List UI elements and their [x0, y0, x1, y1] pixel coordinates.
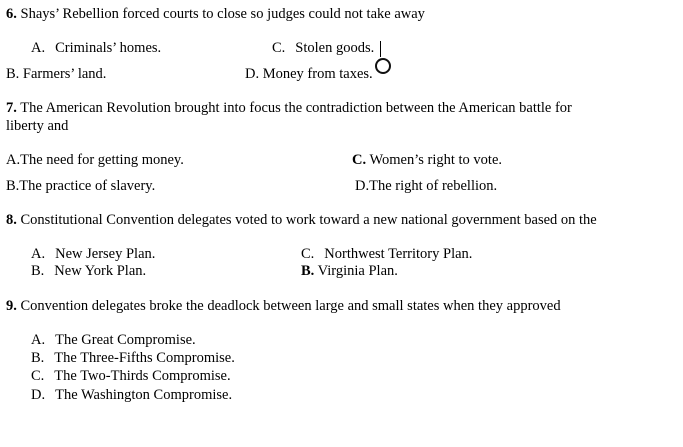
question-text: Convention delegates broke the deadlock between large and small states when they approved — [16, 298, 561, 314]
option-text: The Great Compromise. — [55, 332, 196, 348]
question-7-stem — [6, 100, 572, 117]
question-6-option-c[interactable] — [272, 40, 374, 57]
mouse-cursor-icon — [375, 58, 391, 74]
question-6-option-d[interactable] — [245, 66, 373, 83]
question-text: Constitutional Convention delegates voted to work toward a new national government based on the — [16, 212, 597, 228]
option-letter: A. — [31, 246, 46, 262]
option-text: B. Farmers’ land. — [6, 66, 107, 82]
question-8-option-b[interactable] — [31, 263, 146, 280]
question-9-option-c[interactable] — [31, 368, 231, 385]
question-8-option-c[interactable] — [301, 246, 472, 263]
option-text: New York Plan. — [54, 263, 147, 279]
question-7-stem-continued — [6, 118, 68, 135]
option-letter: A. — [31, 332, 46, 348]
question-7-option-c[interactable] — [352, 152, 502, 169]
question-7-option-b[interactable] — [6, 178, 155, 195]
option-text: The Two-Thirds Compromise. — [54, 368, 231, 384]
question-7-option-d[interactable] — [355, 178, 497, 195]
option-letter: C. — [272, 40, 286, 56]
option-letter: B. — [31, 350, 45, 366]
option-letter: C. — [352, 152, 367, 168]
option-letter: A. — [31, 40, 46, 56]
option-letter: C. — [31, 368, 45, 384]
option-letter: D. — [31, 387, 46, 403]
question-9-stem — [6, 298, 561, 315]
question-6-option-b[interactable] — [6, 66, 106, 83]
question-9-option-d[interactable] — [31, 387, 232, 404]
question-6-option-a[interactable] — [31, 40, 161, 57]
question-text: The American Revolution brought into focus the contradiction between the American battle for — [16, 100, 572, 116]
option-text: A.The need for getting money. — [6, 152, 184, 168]
option-text: Criminals’ homes. — [55, 40, 162, 56]
option-text: Stolen goods. — [295, 40, 375, 56]
option-text: New Jersey Plan. — [55, 246, 156, 262]
question-8-option-d[interactable] — [301, 263, 398, 280]
option-text: Virginia Plan. — [314, 263, 398, 279]
question-7-option-a[interactable] — [6, 152, 184, 169]
question-6-stem — [6, 6, 425, 23]
option-text: Women’s right to vote. — [366, 152, 503, 168]
question-number: 9. — [6, 298, 17, 314]
question-9-option-b[interactable] — [31, 350, 235, 367]
question-number: 8. — [6, 212, 17, 228]
question-number: 6. — [6, 6, 17, 22]
question-8-stem — [6, 212, 597, 229]
option-text: B.The practice of slavery. — [6, 178, 156, 194]
option-letter: B. — [301, 263, 315, 279]
option-letter: C. — [301, 246, 315, 262]
option-text: The Three-Fifths Compromise. — [54, 350, 235, 366]
question-number: 7. — [6, 100, 17, 116]
option-text: D.The right of rebellion. — [355, 178, 498, 194]
question-text: liberty and — [6, 118, 69, 134]
question-9-option-a[interactable] — [31, 332, 196, 349]
question-text: Shays’ Rebellion forced courts to close so judges could not take away — [16, 6, 425, 22]
option-text: The Washington Compromise. — [55, 387, 233, 403]
option-text: D. Money from taxes. — [245, 66, 373, 82]
option-letter: B. — [31, 263, 45, 279]
question-8-option-a[interactable] — [31, 246, 155, 263]
text-caret — [380, 41, 381, 57]
option-text: Northwest Territory Plan. — [324, 246, 473, 262]
